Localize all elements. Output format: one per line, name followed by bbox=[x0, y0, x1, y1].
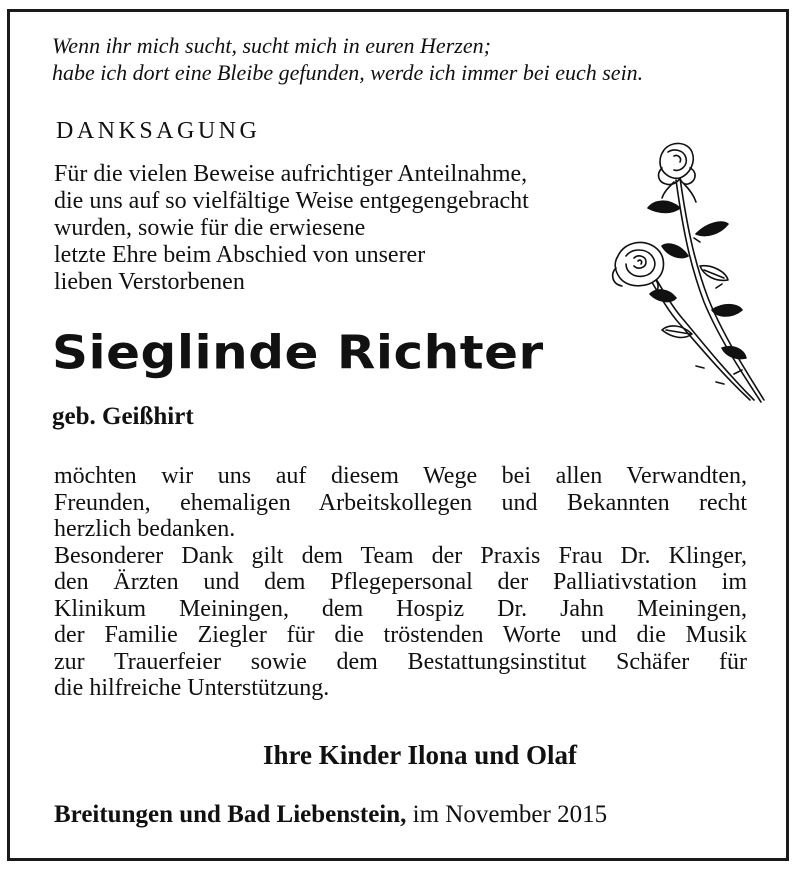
body-line: der Familie Ziegler für die tröstenden Worte und die Musik bbox=[54, 622, 747, 648]
place-date: im November 2015 bbox=[406, 801, 608, 828]
intro-line: Für die vielen Beweise aufrichtiger Anteilnahme, bbox=[54, 161, 528, 187]
intro-line: lieben Verstorbenen bbox=[54, 269, 245, 295]
motto-line: Wenn ihr mich sucht, sucht mich in euren Herzen; bbox=[52, 33, 491, 58]
motto-line: habe ich dort eine Bleibe gefunden, werde ich immer bei euch sein. bbox=[52, 60, 644, 85]
rose-icon bbox=[604, 138, 770, 408]
intro-text bbox=[54, 161, 634, 296]
body-line: Besonderer Dank gilt dem Team der Praxis Frau Dr. Klinger, bbox=[54, 542, 747, 569]
notice-heading: DANKSAGUNG bbox=[56, 118, 261, 144]
body-line: möchten wir uns auf diesem Wege bei allen Verwandten, bbox=[54, 463, 747, 489]
intro-line: die uns auf so vielfältige Weise entgegengebracht bbox=[54, 188, 529, 214]
place-and-date bbox=[54, 801, 607, 829]
intro-line: letzte Ehre beim Abschied von unserer bbox=[54, 242, 426, 268]
motto-verse bbox=[52, 32, 772, 86]
thanks-body bbox=[54, 463, 747, 702]
birth-name: geb. Geißhirt bbox=[52, 403, 194, 430]
place-location: Breitungen und Bad Liebenstein, bbox=[54, 801, 407, 828]
deceased-name: Sieglinde Richter bbox=[52, 326, 544, 380]
body-line: herzlich bedanken. bbox=[54, 516, 236, 542]
signature bbox=[0, 740, 800, 771]
body-line: zur Trauerfeier sowie dem Bestattungsinstitut Schäfer für bbox=[54, 648, 747, 675]
body-line: Freunden, ehemaligen Arbeitskollegen und Bekannten recht bbox=[54, 489, 747, 516]
intro-line: wurden, sowie für die erwiesene bbox=[54, 215, 366, 241]
body-line: Klinikum Meiningen, dem Hospiz Dr. Jahn Meiningen, bbox=[54, 595, 747, 622]
body-line: den Ärzten und dem Pflegepersonal der Palliativstation im bbox=[54, 569, 747, 595]
body-line: die hilfreiche Unterstützung. bbox=[54, 675, 330, 701]
signature-names: Ihre Kinder Ilona und Olaf bbox=[262, 740, 578, 770]
